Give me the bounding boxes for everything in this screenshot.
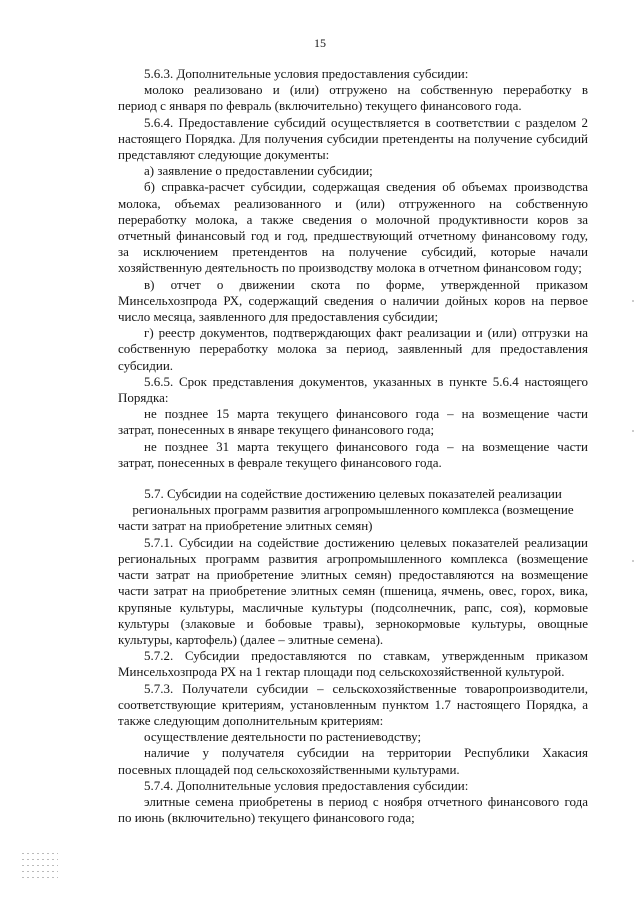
text-line: части затрат на приобретение элитных семян) bbox=[118, 518, 373, 534]
text-line: не позднее 15 марта текущего финансового года – на возмещение части bbox=[144, 406, 588, 422]
text-line: 5.6.4. Предоставление субсидий осуществляется в соответствии с разделом 2 bbox=[144, 114, 588, 130]
margin-scan-marks bbox=[22, 848, 58, 890]
text-line: период с января по февраль (включительно) текущего финансового года. bbox=[118, 98, 522, 114]
paragraph bbox=[118, 82, 588, 114]
text-line: Порядка: bbox=[118, 390, 169, 406]
text-line: крупяные культуры, масличные культуры (подсолнечник, рапс, соя), кормовые bbox=[118, 599, 588, 615]
paragraph bbox=[118, 729, 588, 745]
text-line: субсидии. bbox=[118, 357, 174, 373]
text-line: 5.7.4. Дополнительные условия предоставления субсидии: bbox=[144, 777, 469, 793]
page-number: 15 bbox=[314, 36, 326, 50]
paragraph bbox=[118, 535, 588, 648]
scan-artifact bbox=[632, 560, 634, 562]
text-line: переработку молока, а также сведения о молочной продуктивности коров за bbox=[118, 211, 588, 227]
scan-artifact bbox=[632, 300, 634, 302]
text-line: собственную переработку молока за период, заявленный для предоставления bbox=[118, 341, 588, 357]
text-line: 5.7.3. Получатели субсидии – сельскохозяйственные товаропроизводители, bbox=[144, 680, 588, 696]
text-line: соответствующие критериям, установленным пунктом 1.7 настоящего Порядка, а bbox=[118, 696, 588, 712]
text-line: части затрат на приобретение элитных семян (пшеница, ячмень, овес, горох, вика, bbox=[118, 583, 588, 599]
text-line: Минсельхозпрода РХ на 1 гектар площади под сельскохозяйственной культурой. bbox=[118, 664, 565, 680]
text-line: в) отчет о движении скота по форме, утвержденной приказом bbox=[144, 276, 588, 292]
paragraph bbox=[118, 325, 588, 374]
paragraph bbox=[118, 115, 588, 164]
scan-artifact bbox=[632, 430, 634, 432]
text-line: наличие у получателя субсидии на территории Республики Хакасия bbox=[144, 745, 588, 761]
paragraph bbox=[118, 179, 588, 276]
paragraph bbox=[118, 648, 588, 680]
text-line: затрат, понесенных в январе текущего финансового года; bbox=[118, 422, 435, 438]
text-line: культуры, картофель) (далее – элитные семена). bbox=[118, 631, 384, 647]
text-line: посевных площадей под сельскохозяйственными культурами. bbox=[118, 761, 460, 777]
paragraph bbox=[118, 374, 588, 406]
text-line: культуры (злаковые и бобовые травы), зернокормовые культуры, овощные bbox=[118, 615, 588, 631]
paragraph bbox=[118, 406, 588, 438]
text-line: г) реестр документов, подтверждающих факт реализации и (или) отгрузки на bbox=[144, 325, 588, 341]
text-line: молоко реализовано и (или) отгружено на собственную переработку в bbox=[144, 82, 588, 98]
paragraph bbox=[118, 66, 588, 82]
text-line: осуществление деятельности по растениеводству; bbox=[144, 729, 422, 745]
paragraph bbox=[118, 794, 588, 826]
section-heading bbox=[118, 486, 588, 535]
text-line: за исключением претендентов на получение субсидий, которые начали bbox=[118, 244, 588, 260]
paragraph bbox=[118, 745, 588, 777]
text-line: настоящего Порядка. Для получения субсидии претенденты на получение субсидий bbox=[118, 130, 588, 146]
text-line: также следующим дополнительным критериям: bbox=[118, 712, 384, 728]
text-line: затрат, понесенных в феврале текущего финансового года. bbox=[118, 454, 442, 470]
document-body bbox=[118, 66, 588, 826]
text-line: 5.6.5. Срок представления документов, указанных в пункте 5.6.4 настоящего bbox=[144, 373, 588, 389]
paragraph bbox=[118, 778, 588, 794]
text-line: 5.7. Субсидии на содействие достижению целевых показателей реализации bbox=[144, 486, 562, 502]
spacer bbox=[118, 471, 588, 486]
text-line: региональных программ развития агропромышленного комплекса (возмещение bbox=[132, 502, 574, 518]
text-line: представляют следующие документы: bbox=[118, 147, 330, 163]
text-line: элитные семена приобретены в период с ноября отчетного финансового года bbox=[144, 793, 588, 809]
text-line: молока, объемах реализованного и (или) отгруженного на собственную bbox=[118, 195, 588, 211]
text-line: хозяйственную деятельность по производству молока в отчетном финансовом году; bbox=[118, 260, 582, 276]
paragraph bbox=[118, 277, 588, 326]
paragraph bbox=[118, 681, 588, 730]
text-line: отчетный финансовый год и год, предшествующий отчетному финансовому году, bbox=[118, 228, 588, 244]
text-line: число месяца, заявленного для предоставления субсидии; bbox=[118, 309, 439, 325]
text-line: а) заявление о предоставлении субсидии; bbox=[144, 163, 373, 179]
text-line: Минсельхозпрода РХ, содержащий сведения о наличии дойных коров на первое bbox=[118, 292, 588, 308]
text-line: б) справка-расчет субсидии, содержащая сведения об объемах производства bbox=[144, 179, 588, 195]
text-line: 5.7.1. Субсидии на содействие достижению целевых показателей реализации bbox=[144, 534, 588, 550]
text-line: региональных программ развития агропромышленного комплекса (возмещение bbox=[118, 550, 588, 566]
text-line: 5.7.2. Субсидии предоставляются по ставкам, утвержденным приказом bbox=[144, 648, 588, 664]
paragraph bbox=[118, 439, 588, 471]
paragraph bbox=[118, 163, 588, 179]
text-line: 5.6.3. Дополнительные условия предоставления субсидии: bbox=[144, 66, 469, 81]
text-line: по июнь (включительно) текущего финансового года; bbox=[118, 810, 415, 826]
text-line: части затрат на приобретение элитных семян) предоставляются на возмещение bbox=[118, 567, 588, 583]
text-line: не позднее 31 марта текущего финансового года – на возмещение части bbox=[144, 438, 588, 454]
